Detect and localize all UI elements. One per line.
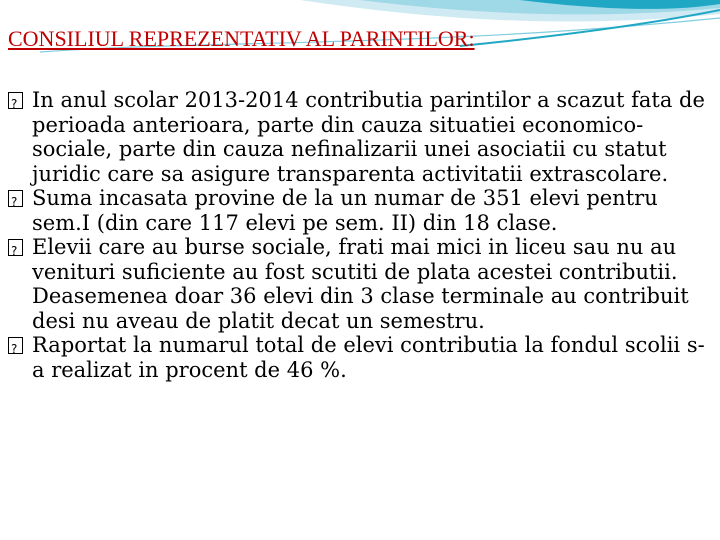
bullet-text-4: Raportat la numarul total de elevi contributia la fondul scolii s-a realizat in procent de 46 %. <box>32 333 705 382</box>
bullet-item-3 <box>6 235 712 333</box>
bullet-text-2: Suma incasata provine de la un numar de 351 elevi pentru sem.I (din care 117 elevi pe sem. II) din 18 clase. <box>32 186 658 235</box>
slide-title: CONSILIUL REPREZENTATIV AL PARINTILOR: <box>8 26 475 51</box>
bullet-list <box>6 88 712 382</box>
bullet-marker-icon <box>8 239 23 256</box>
bullet-text-3: Elevii care au burse sociale, frati mai mici in liceu sau nu au venituri suficiente au fost scutiti de plata acestei contributii. Deasemenea doar 36 elevi din 3 clase terminale au contribuit desi nu aveau de platit decat un semestru. <box>32 235 689 333</box>
bullet-text-1: In anul scolar 2013-2014 contributia parintilor a scazut fata de perioada anterioara, parte din cauza situatiei economico-sociale, parte din cauza nefinalizarii unei asociatii cu statut juridic care sa asigure transparenta activitatii extrascolare. <box>32 88 705 186</box>
bullet-item-1 <box>6 88 712 186</box>
bullet-item-2 <box>6 186 712 235</box>
bullet-item-4 <box>6 333 712 382</box>
bullet-marker-icon <box>8 337 23 354</box>
bullet-marker-icon <box>8 190 23 207</box>
bullet-marker-icon <box>8 92 23 109</box>
